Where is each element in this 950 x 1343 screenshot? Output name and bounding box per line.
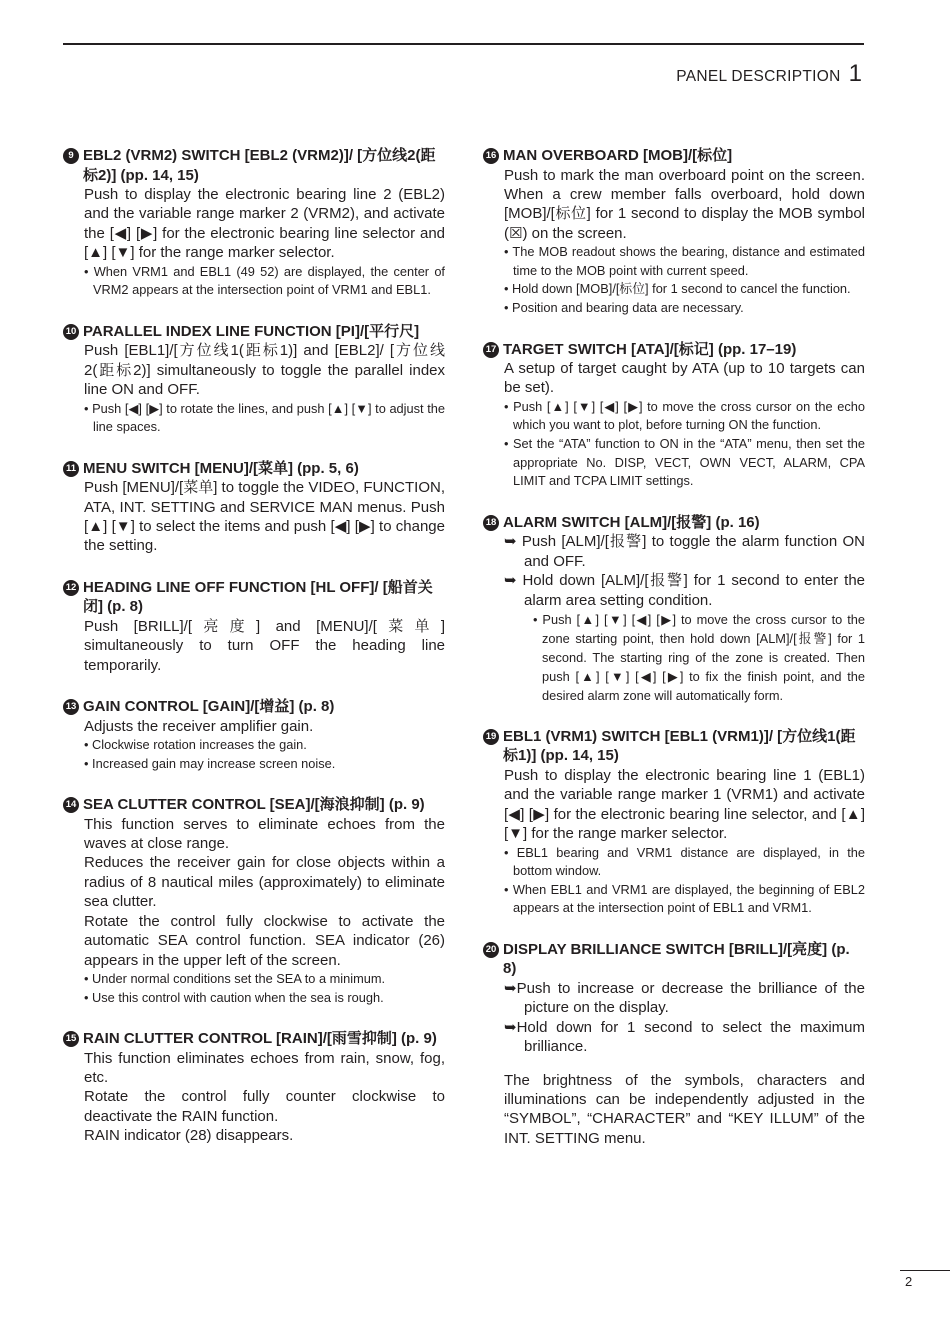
item-note: • Increased gain may increase screen noise. xyxy=(84,755,336,771)
item-description: Push [BRILL]/[亮度] and [MENU]/[菜单] simultaneously to turn OFF the heading line temporarily. xyxy=(84,617,445,674)
page-header xyxy=(676,60,862,88)
item-description: A setup of target caught by ATA (up to 10 targets can be set). xyxy=(504,360,865,397)
item-number-badge: 12 xyxy=(63,580,79,596)
item-number-badge: 13 xyxy=(63,699,79,715)
item-description: Push to display the electronic bearing line 1 (EBL1) and the variable range marker 1 (VRM1) and activate [◀] [▶] for the electronic bearing line selector, and [▲] [▼] for the range marker selector. xyxy=(504,766,865,843)
item-description: Reduces the receiver gain for close objects within a radius of 8 nautical miles (approximately) to eliminate sea clutter. xyxy=(84,854,445,911)
item-title: MENU SWITCH [MENU]/[菜单] (pp. 5, 6) xyxy=(83,459,359,477)
item-rain-clutter xyxy=(63,1029,445,1146)
item-heading-line-off xyxy=(63,578,445,675)
item-parallel-index xyxy=(63,322,445,437)
item-description: This function eliminates echoes from rain, snow, fog, etc. xyxy=(84,1049,445,1086)
item-description: Rotate the control fully clockwise to activate the automatic SEA control function. SEA indicator (26) appears in the upper left of the screen. xyxy=(84,912,445,969)
item-sea-clutter xyxy=(63,795,445,1007)
item-note: • The MOB readout shows the bearing, distance and estimated time to the MOB point with current speed. xyxy=(504,244,865,278)
item-description: Push to mark the man overboard point on the screen. When a crew member falls overboard, hold down [MOB]/[标位] for 1 second to display the MOB symbol (☒) on the screen. xyxy=(504,166,865,242)
item-number-badge: 11 xyxy=(63,461,79,477)
footer-rule xyxy=(900,1270,950,1271)
item-title: SEA CLUTTER CONTROL [SEA]/[海浪抑制] (p. 9) xyxy=(83,796,425,814)
item-note: • Push [▲] [▼] [◀] [▶] to move the cross cursor to the zone starting point, then hold down [ALM]/[报警] for 1 second. The starting ring of the zone is created. Then push [▲] [▼] [◀] [▶] to fix the finish point, and the desired alarm zone will automatically form. xyxy=(533,611,865,703)
item-description: Push [EBL1]/[方位线1(距标1)] and [EBL2]/ [方位线2(距标2)] simultaneously to toggle the parallel index line ON and OFF. xyxy=(84,342,445,399)
page-number: 2 xyxy=(905,1274,913,1289)
item-title: RAIN CLUTTER CONTROL [RAIN]/[雨雪抑制] (p. 9) xyxy=(83,1030,437,1048)
arrow-instruction: ➥ Hold down [ALM]/[报警] for 1 second to enter the alarm area setting condition. xyxy=(504,572,865,609)
item-ebl1-switch xyxy=(483,727,865,918)
item-title: ALARM SWITCH [ALM]/[报警] (p. 16) xyxy=(503,513,760,531)
right-column xyxy=(483,146,865,1163)
arrow-instruction: ➥ Push [ALM]/[报警] to toggle the alarm function ON and OFF. xyxy=(504,533,865,570)
item-description: Push [MENU]/[菜单] to toggle the VIDEO, FUNCTION, ATA, INT. SETTING and SERVICE MAN menus. Push [▲] [▼] to select the items and push [◀] [▶] to change the setting. xyxy=(84,479,445,555)
item-menu-switch xyxy=(63,459,445,556)
item-title: TARGET SWITCH [ATA]/[标记] (pp. 17–19) xyxy=(503,340,797,358)
item-description: This function serves to eliminate echoes from the waves at close range. xyxy=(84,815,445,853)
item-title: EBL2 (VRM2) SWITCH [EBL2 (VRM2)]/ [方位线2(距标2)] (pp. 14, 15) xyxy=(83,147,436,184)
item-number-badge: 17 xyxy=(483,342,499,358)
item-number-badge: 14 xyxy=(63,797,79,813)
item-ebl2-switch xyxy=(63,146,445,300)
item-man-overboard xyxy=(483,146,865,318)
item-title: PARALLEL INDEX LINE FUNCTION [PI]/[平行尺] xyxy=(83,322,420,340)
item-note: • Clockwise rotation increases the gain. xyxy=(84,736,307,752)
item-note: • Push [▲] [▼] [◀] [▶] to move the cross cursor on the echo which you want to plot, before turning ON the function. xyxy=(504,398,865,433)
item-note: • Hold down [MOB]/[标位] for 1 second to cancel the function. xyxy=(504,281,851,297)
item-number-badge: 10 xyxy=(63,324,79,340)
left-column xyxy=(63,146,445,1161)
item-description: Adjusts the receiver amplifier gain. xyxy=(84,717,314,735)
item-note: • EBL1 bearing and VRM1 distance are displayed, in the bottom window. xyxy=(504,844,865,879)
item-number-badge: 19 xyxy=(483,729,499,745)
section-title: PANEL DESCRIPTION xyxy=(676,68,841,85)
item-number-badge: 9 xyxy=(63,148,79,164)
arrow-instruction: ➥Push to increase or decrease the brilliance of the picture on the display. xyxy=(504,979,865,1017)
item-number-badge: 16 xyxy=(483,148,499,164)
item-description: RAIN indicator (28) disappears. xyxy=(84,1127,294,1145)
item-title: HEADING LINE OFF FUNCTION [HL OFF]/ [船首关闭] (p. 8) xyxy=(83,578,433,616)
item-note: • When VRM1 and EBL1 (49 52) are displayed, the center of VRM2 appears at the intersection point of VRM1 and EBL1. xyxy=(84,263,445,298)
item-note: • Position and bearing data are necessary. xyxy=(504,299,744,315)
item-target-switch xyxy=(483,340,865,491)
item-number-badge: 20 xyxy=(483,942,499,958)
item-title: DISPLAY BRILLIANCE SWITCH [BRILL]/[亮度] (p. 8) xyxy=(503,940,850,978)
item-title: EBL1 (VRM1) SWITCH [EBL1 (VRM1)]/ [方位线1(距标1)] (pp. 14, 15) xyxy=(503,727,856,765)
item-number-badge: 15 xyxy=(63,1031,79,1047)
item-description: Rotate the control fully counter clockwise to deactivate the RAIN function. xyxy=(84,1088,445,1125)
item-display-brilliance xyxy=(483,940,865,1148)
item-description: Push to display the electronic bearing line 2 (EBL2) and the variable range marker 2 (VRM2), and activate the [◀] [▶] for the electronic bearing line selector and [▲] [▼] for the range marker selector. xyxy=(84,186,445,262)
item-alarm-switch xyxy=(483,513,865,705)
arrow-instruction: ➥Hold down for 1 second to select the maximum brilliance. xyxy=(504,1018,865,1056)
item-number-badge: 18 xyxy=(483,515,499,531)
closing-paragraph: The brightness of the symbols, characters and illuminations can be independently adjusted in the “SYMBOL”, “CHARACTER” and “KEY ILLUM” of the INT. SETTING menu. xyxy=(504,1071,865,1147)
top-rule xyxy=(63,43,864,45)
item-note: • When EBL1 and VRM1 are displayed, the beginning of EBL2 appears at the intersection point of EBL1 and VRM1. xyxy=(504,881,865,916)
item-note: • Under normal conditions set the SEA to a minimum. xyxy=(84,970,386,986)
item-title: GAIN CONTROL [GAIN]/[增益] (p. 8) xyxy=(83,698,335,716)
item-note: • Push [◀] [▶] to rotate the lines, and push [▲] [▼] to adjust the line spaces. xyxy=(84,400,445,435)
chapter-number: 1 xyxy=(848,60,862,87)
item-note: • Use this control with caution when the sea is rough. xyxy=(84,989,384,1005)
item-gain-control xyxy=(63,697,445,773)
item-note: • Set the “ATA” function to ON in the “ATA” menu, then set the appropriate No. DISP, VECT, OWN VECT, ALARM, CPA LIMIT and TCPA LIMIT settings. xyxy=(504,436,865,489)
item-title: MAN OVERBOARD [MOB]/[标位] xyxy=(503,147,733,164)
